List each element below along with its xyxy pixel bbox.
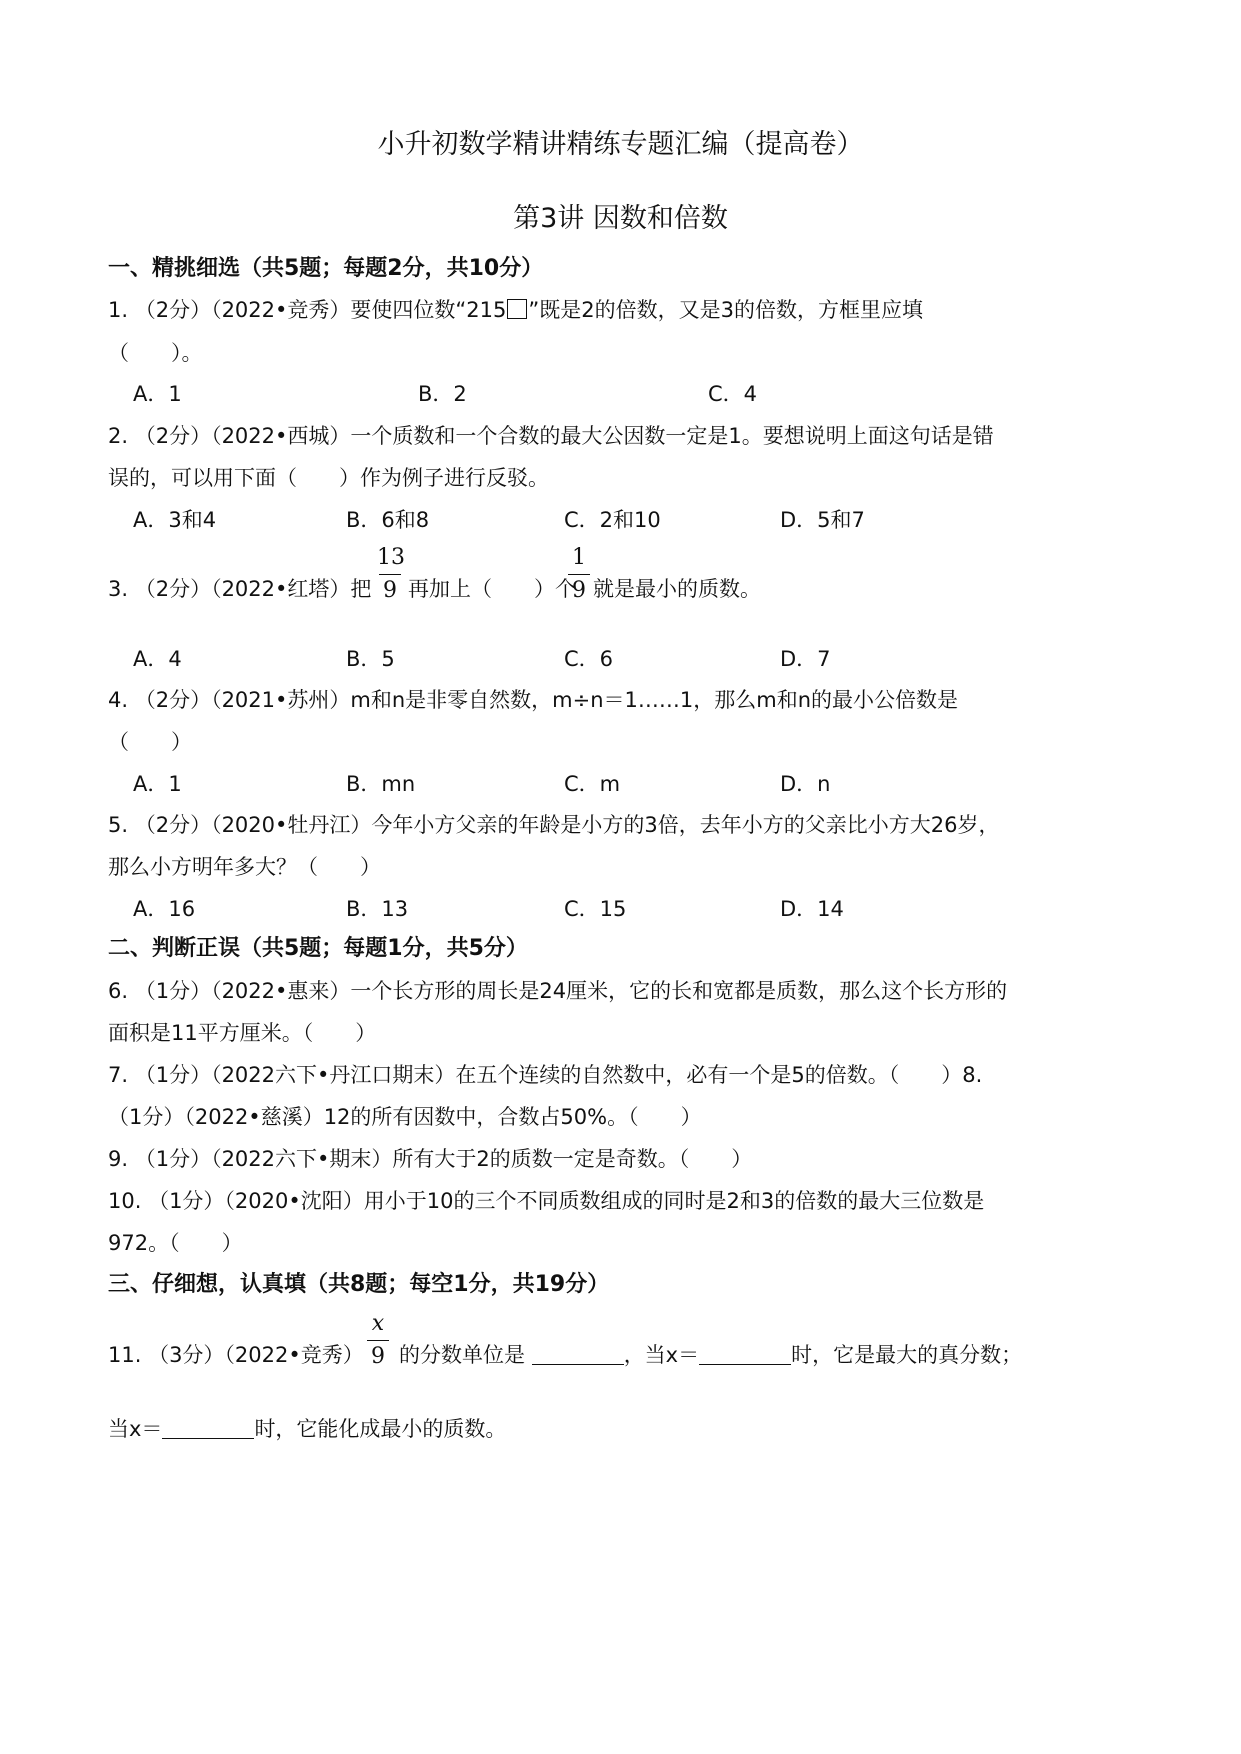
fraction-denominator: 9 — [371, 1344, 385, 1369]
q3-option-d: D．7 — [780, 647, 831, 671]
q2-option-d: D．5和7 — [780, 508, 865, 532]
question-4-line2: （ ） — [108, 730, 192, 754]
answer-blank-3[interactable] — [162, 1438, 254, 1439]
question-11-line2 — [108, 1416, 506, 1442]
q5-option-d: D．14 — [780, 897, 844, 921]
question-10-line2: 972。（ ） — [108, 1231, 243, 1255]
fraction-numerator: x — [371, 1311, 385, 1336]
document-title: 小升初数学精讲精练专题汇编（提高卷） — [377, 129, 864, 160]
question-6-line2: 面积是11平方厘米。（ ） — [108, 1021, 377, 1045]
q1-option-a: A．1 — [133, 382, 182, 406]
q4-option-d: D．n — [780, 772, 831, 796]
q1-option-c: C．4 — [708, 382, 758, 406]
q11-text-when: ，当x＝ — [623, 1343, 700, 1367]
question-3-part1: 3. （2分）（2022•红塔）把 — [108, 577, 372, 601]
fraction-denominator: 9 — [383, 578, 397, 603]
answer-box — [507, 299, 527, 319]
q1-option-b: B．2 — [418, 382, 467, 406]
q11-text-when-2: 当x＝ — [108, 1417, 163, 1441]
q11-text-max: 时，它是最大的真分数； — [791, 1343, 1023, 1367]
q5-option-a: A．16 — [133, 897, 196, 921]
question-8-line: （1分）（2022•慈溪）12的所有因数中，合数占50%。（ ） — [108, 1105, 702, 1129]
answer-blank-1[interactable] — [532, 1364, 624, 1365]
lecture-title: 第3讲 因数和倍数 — [513, 203, 728, 234]
section-heading-2: 二、判断正误（共5题；每题1分，共5分） — [108, 936, 528, 961]
fraction-numerator: 1 — [572, 545, 586, 570]
q2-option-c: C．2和10 — [564, 508, 661, 532]
q4-option-b: B．mn — [346, 772, 416, 796]
question-6-line1: 6. （1分）（2022•惠来）一个长方形的周长是24厘米，它的长和宽都是质数，那么这个长方形的 — [108, 979, 1008, 1003]
question-1-line1 — [108, 297, 923, 323]
q3-option-a: A．4 — [133, 647, 182, 671]
fraction-13-9 — [377, 545, 403, 604]
question-10-line1: 10. （1分）（2020•沈阳）用小于10的三个不同质数组成的同时是2和3的倍数的最大三位数是 — [108, 1189, 985, 1213]
fraction-bar — [379, 574, 401, 575]
fraction-bar — [367, 1340, 389, 1341]
question-1-text-start: 1. （2分）（2022•竞秀）要使四位数“215 — [108, 298, 507, 322]
fraction-bar — [568, 574, 590, 575]
question-9-line: 9. （1分）（2022六下•期末）所有大于2的质数一定是奇数。（ ） — [108, 1147, 753, 1171]
question-3-part3: 就是最小的质数。 — [593, 577, 761, 601]
q5-option-c: C．15 — [564, 897, 627, 921]
question-7-line: 7. （1分）（2022六下•丹江口期末）在五个连续的自然数中，必有一个是5的倍数。（ ）8. — [108, 1063, 983, 1087]
question-2-line1: 2. （2分）（2022•西城）一个质数和一个合数的最大公因数一定是1。要想说明上面这句话是错 — [108, 424, 994, 448]
fraction-denominator: 9 — [572, 578, 586, 603]
question-3-part2: 再加上（ ）个 — [408, 577, 576, 601]
question-5-line2: 那么小方明年多大？（ ） — [108, 855, 381, 879]
q11-text-prime: 时，它能化成最小的质数。 — [254, 1417, 507, 1441]
question-2-line2: 误的，可以用下面（ ）作为例子进行反驳。 — [108, 466, 549, 490]
q3-option-b: B．5 — [346, 647, 395, 671]
q11-text-unit: 的分数单位是 — [399, 1343, 525, 1367]
q4-option-c: C．m — [564, 772, 621, 796]
fraction-numerator: 13 — [377, 545, 405, 570]
question-5-line1: 5. （2分）（2020•牡丹江）今年小方父亲的年龄是小方的3倍，去年小方的父亲比小方大26岁， — [108, 813, 1000, 837]
section-heading-1: 一、精挑细选（共5题；每题2分，共10分） — [108, 256, 544, 281]
question-11-line1 — [399, 1342, 1022, 1368]
question-1-text-end: ”既是2的倍数，又是3的倍数，方框里应填 — [528, 298, 923, 322]
q5-option-b: B．13 — [346, 897, 409, 921]
q3-option-c: C．6 — [564, 647, 614, 671]
question-11-part1: 11. （3分）（2022•竞秀） — [108, 1343, 364, 1367]
fraction-x-9 — [365, 1311, 391, 1370]
section-heading-3: 三、仔细想，认真填（共8题；每空1分，共19分） — [108, 1272, 610, 1297]
question-1-line2: （ ）。 — [108, 341, 203, 365]
question-4-line1: 4. （2分）（2021•苏州）m和n是非零自然数，m÷n＝1……1，那么m和n的最小公倍数是 — [108, 688, 959, 712]
q2-option-b: B．6和8 — [346, 508, 430, 532]
fraction-1-9 — [566, 545, 592, 604]
q4-option-a: A．1 — [133, 772, 182, 796]
q2-option-a: A．3和4 — [133, 508, 217, 532]
answer-blank-2[interactable] — [699, 1364, 791, 1365]
